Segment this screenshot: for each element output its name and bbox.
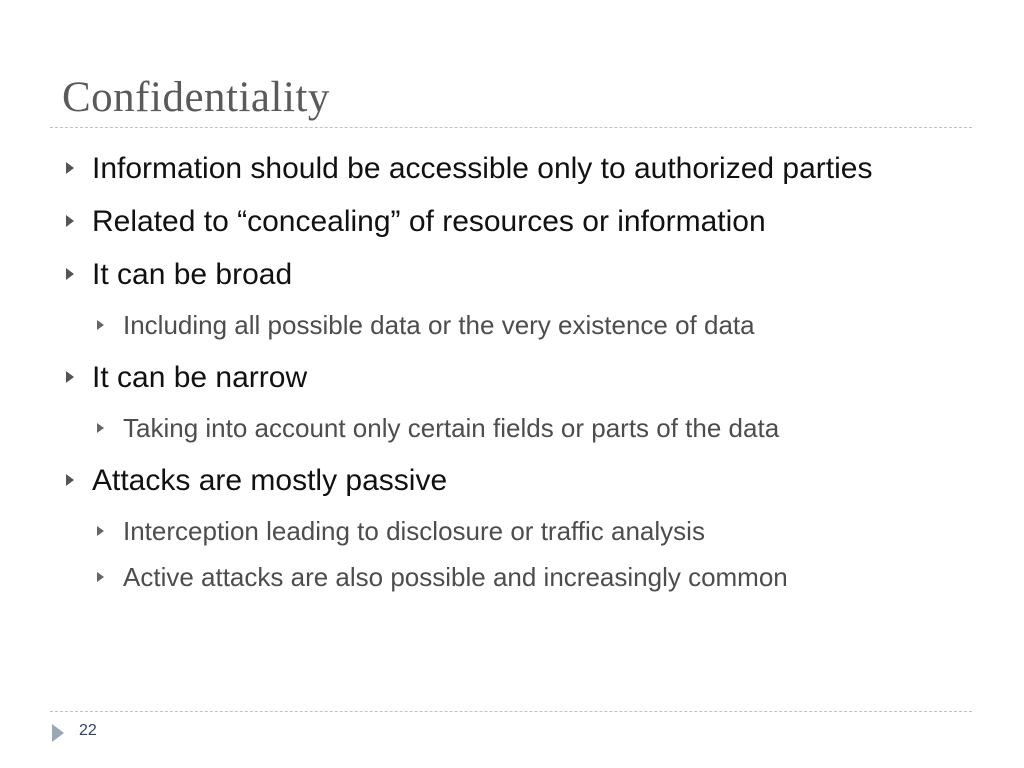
footer-triangle-icon [52,724,64,742]
sub-bullet-text: Taking into account only certain fields or parts of the data [123,413,780,443]
triangle-bullet-icon [66,215,74,227]
sub-bullet-text: Including all possible data or the very existence of data [123,310,755,340]
bullet-item [62,146,962,191]
triangle-sub-bullet-icon [97,320,104,330]
triangle-bullet-icon [66,474,74,486]
bullet-text: Information should be accessible only to authorized parties [92,152,873,185]
triangle-sub-bullet-icon [97,572,104,582]
title-divider [50,127,972,128]
page-number: 22 [79,722,97,739]
bullet-text: Related to “concealing” of resources or information [92,205,766,238]
bullet-item [62,199,962,244]
bullet-item [62,355,962,400]
bullet-text: It can be broad [92,258,293,291]
sub-bullet-item [62,509,962,553]
sub-bullet-text: Interception leading to disclosure or traffic analysis [123,516,705,546]
sub-bullet-item [62,303,962,347]
triangle-bullet-icon [66,371,74,383]
triangle-bullet-icon [66,162,74,174]
bullet-text: It can be narrow [92,361,308,394]
footer-divider [50,711,972,712]
triangle-sub-bullet-icon [97,526,104,536]
sub-bullet-item [62,555,962,599]
bullet-text: Attacks are mostly passive [92,464,448,497]
triangle-sub-bullet-icon [97,423,104,433]
triangle-bullet-icon [66,268,74,280]
slide-title: Confidentiality [62,74,330,121]
bullet-list [62,146,962,599]
sub-bullet-text: Active attacks are also possible and increasingly common [123,562,788,592]
bullet-item [62,252,962,297]
bullet-item [62,458,962,503]
sub-bullet-item [62,406,962,450]
